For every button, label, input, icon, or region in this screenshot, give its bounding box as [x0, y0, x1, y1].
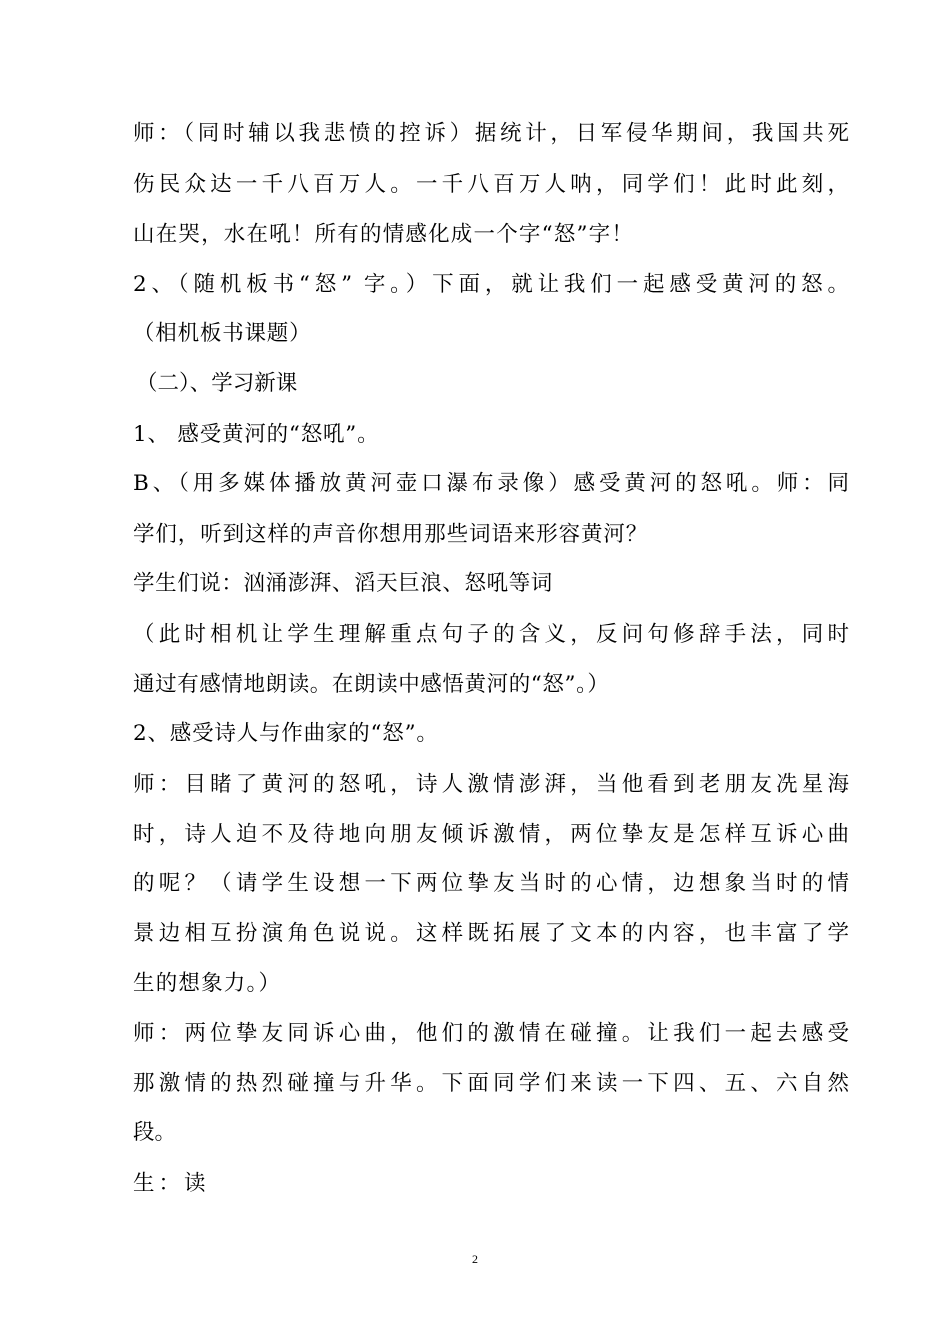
text-line: 2、（随机板书“怒” 字。）下面，就让我们一起感受黄河的怒。 [133, 272, 849, 297]
text-line: 时，诗人迫不及待地向朋友倾诉激情，两位挚友是怎样互诉心曲 [133, 822, 849, 847]
text-line: （相机板书课题） [133, 321, 312, 346]
text-line: 通过有感情地朗读。在朗读中感悟黄河的“怒”。） [133, 672, 610, 697]
text-line: 生的想象力。） [133, 971, 282, 996]
text-line: B、（用多媒体播放黄河壶口瀑布录像）感受黄河的怒吼。师：同 [133, 471, 849, 496]
section-heading: （二）、学习新课 [136, 371, 298, 396]
text-line: 那激情的热烈碰撞与升华。下面同学们来读一下四、五、六自然 [133, 1071, 849, 1096]
text-line: 伤民众达一千八百万人。一千八百万人呐，同学们！此时此刻， [133, 172, 849, 197]
text-line: （此时相机让学生理解重点句子的含义，反问句修辞手法，同时 [133, 622, 849, 647]
text-line: 生：读 [133, 1171, 210, 1196]
text-line: 的呢？（请学生设想一下两位挚友当时的心情，边想象当时的情 [133, 871, 849, 896]
text-line: 学生们说：汹涌澎湃、滔天巨浪、怒吼等词 [133, 571, 553, 596]
text-line: 山在哭，水在吼！所有的情感化成一个字“怒”字！ [133, 222, 635, 247]
text-line: 师：两位挚友同诉心曲，他们的激情在碰撞。让我们一起去感受 [133, 1021, 849, 1046]
text-line: 1、 感受黄河的“怒吼”。 [133, 422, 380, 447]
text-line: 师：目睹了黄河的怒吼，诗人激情澎湃，当他看到老朋友冼星海 [133, 772, 849, 797]
text-line: 学们，听到这样的声音你想用那些词语来形容黄河？ [133, 522, 649, 547]
page-number: 2 [472, 1252, 478, 1266]
text-line: 景边相互扮演角色说说。这样既拓展了文本的内容，也丰富了学 [133, 921, 849, 946]
text-line: 段。 [133, 1120, 177, 1145]
text-line: 2、感受诗人与作曲家的“怒”。 [133, 721, 439, 746]
text-line: 师：（同时辅以我悲愤的控诉）据统计，日军侵华期间，我国共死 [133, 121, 849, 146]
